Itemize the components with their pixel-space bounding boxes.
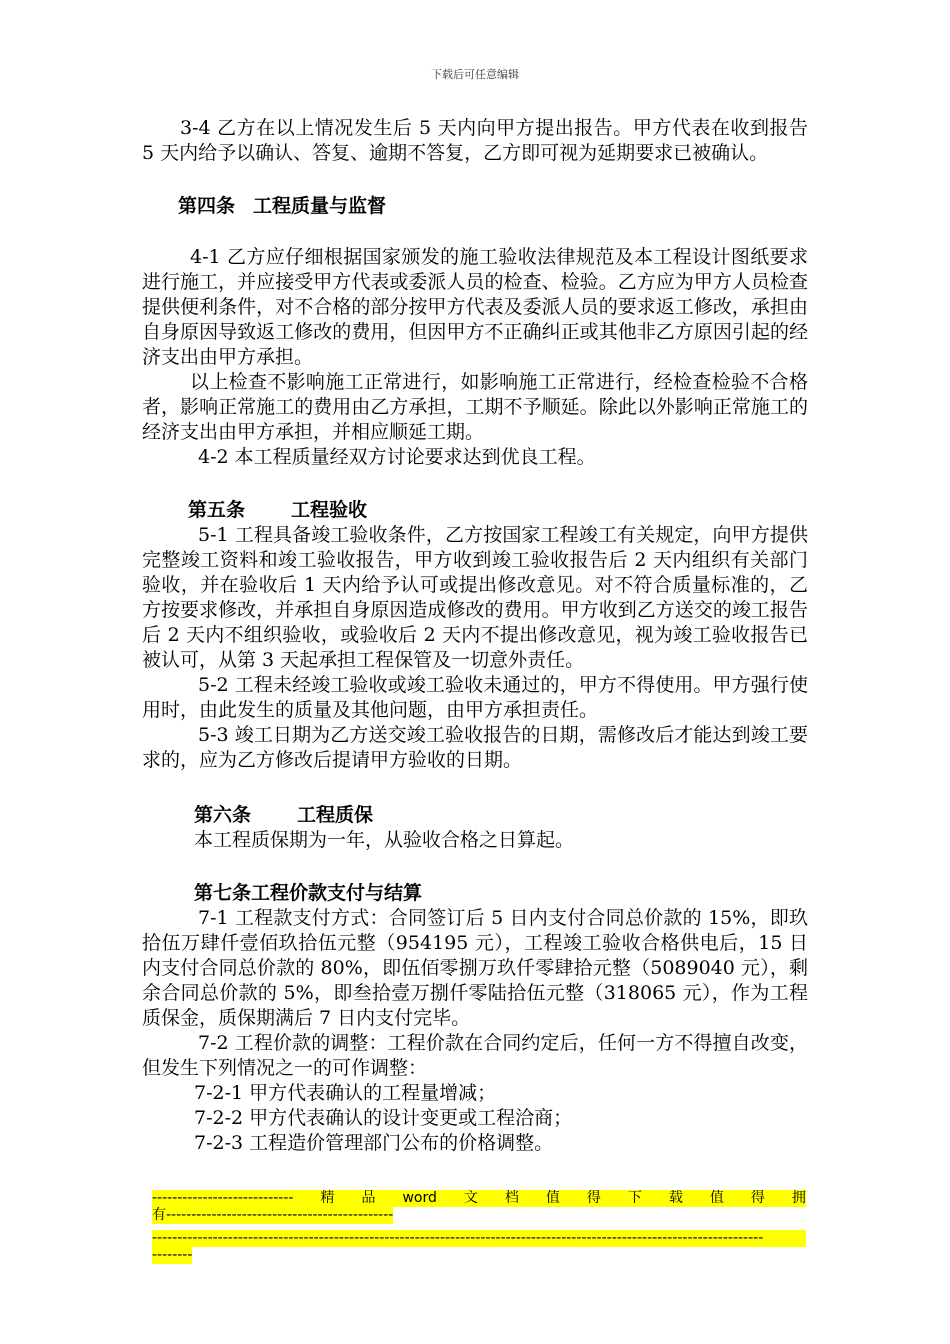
clause-4-2: 4-2 本工程质量经双方讨论要求达到优良工程。	[198, 446, 596, 468]
promo-word: 值	[709, 1190, 724, 1206]
clause-4-1: 4-1 乙方应仔细根据国家颁发的施工验收法律规范及本工程设计图纸要求进行施工，并应接受甲方代表或委派人员的检查、检验。乙方应为甲方人员检查提供便利条件，对不合格的部分按甲方代表及委派人员的要求返工修改，承担由自身原因导致返工修改的费用，但因甲方不正确纠正或其他非乙方原因引起的经济支出由甲方承担。	[142, 246, 808, 368]
promo-banner-line-1	[152, 1190, 806, 1207]
clause-3-4: 3-4 乙方在以上情况发生后 5 天内向甲方提出报告。甲方代表在收到报告 5 天内给予以确认、答复、逾期不答复，乙方即可视为延期要求已被确认。	[142, 117, 808, 164]
promo-word: 档	[504, 1190, 519, 1206]
clause-7-2-1: 7-2-1 甲方代表确认的工程量增减；	[194, 1082, 497, 1104]
promo-banner-line-2: 有---------------------------------------------	[152, 1207, 394, 1223]
promo-banner-line-4: --------	[152, 1247, 193, 1263]
article-6-heading	[194, 803, 808, 828]
clause-5-3: 5-3 竣工日期为乙方送交竣工验收报告的日期，需修改后才能达到竣工要求的，应为乙方修改后提请甲方验收的日期。	[142, 724, 808, 771]
promo-banner	[152, 1190, 806, 1264]
article-4-heading	[178, 194, 808, 219]
clause-7-2: 7-2 工程价款的调整：工程价款在合同约定后，任何一方不得擅自改变，但发生下列情况之一的可作调整：	[142, 1032, 808, 1079]
article-4-title: 工程质量与监督	[253, 195, 387, 217]
article-6-title: 工程质保	[297, 804, 374, 826]
article-7-heading: 第七条工程价款支付与结算	[194, 882, 423, 904]
header-note: 下载后可任意编辑	[431, 68, 519, 81]
promo-word: 得	[750, 1190, 765, 1206]
promo-word: 文	[463, 1190, 478, 1206]
clause-5-1: 5-1 工程具备竣工验收条件，乙方按国家工程竣工有关规定，向甲方提供完整竣工资料和竣工验收报告，甲方收到竣工验收报告后 2 天内组织有关部门验收，并在验收后 1 天内给予认可或提出修改意见。对不符合质量标准的，乙方按要求修改，并承担自身原因造成修改的费用。甲方收到乙方送交的竣工报告后 2 天内不组织验收，或验收后 2 天内不提出修改意见，视为竣工验收报告已被认可，从第 3 天起承担工程保管及一切意外责任。	[142, 524, 808, 671]
article-5-heading	[188, 498, 808, 523]
article-4-number: 第四条	[178, 195, 236, 217]
promo-word: word	[402, 1190, 437, 1206]
promo-word: 拥	[791, 1190, 806, 1206]
promo-word: 载	[668, 1190, 683, 1206]
article-6-text: 本工程质保期为一年，从验收合格之日算起。	[194, 829, 575, 851]
clause-4-1-continued: 以上检查不影响施工正常进行，如影响施工正常进行，经检查检验不合格者，影响正常施工的费用由乙方承担，工期不予顺延。除此以外影响正常施工的经济支出由甲方承担，并相应顺延工期。	[142, 371, 808, 443]
promo-word: 品	[361, 1190, 376, 1206]
clause-7-1: 7-1 工程款支付方式：合同签订后 5 日内支付合同总价款的 15%，即玖拾伍万肆仟壹佰玖拾伍元整（954195 元），工程竣工验收合格供电后，15 日内支付合同总价款的 80%，即伍佰零捌万玖仟零肆拾元整（5089040 元），剩余合同总价款的 5%，即叁拾壹万捌仟零陆拾伍元整（318065 元），作为工程质保金，质保期满后 7 日内支付完毕。	[142, 907, 808, 1029]
promo-word: 值	[545, 1190, 560, 1206]
article-5-title: 工程验收	[291, 499, 368, 521]
article-5-number: 第五条	[188, 499, 246, 521]
clause-7-2-3: 7-2-3 工程造价管理部门公布的价格调整。	[194, 1132, 554, 1154]
promo-word: 得	[586, 1190, 601, 1206]
clause-5-2: 5-2 工程未经竣工验收或竣工验收未通过的，甲方不得使用。甲方强行使用时，由此发生的质量及其他问题，由甲方承担责任。	[142, 674, 808, 721]
promo-word: 下	[627, 1190, 642, 1206]
promo-dashes: ----------------------------	[152, 1190, 294, 1206]
promo-word: 精	[320, 1190, 335, 1206]
article-6-number: 第六条	[194, 804, 252, 826]
promo-banner-line-3: -------------------------------------------------------------------------------------------------------------------------	[152, 1230, 806, 1247]
clause-7-2-2: 7-2-2 甲方代表确认的设计变更或工程洽商；	[194, 1107, 573, 1129]
document-body	[142, 116, 808, 1156]
